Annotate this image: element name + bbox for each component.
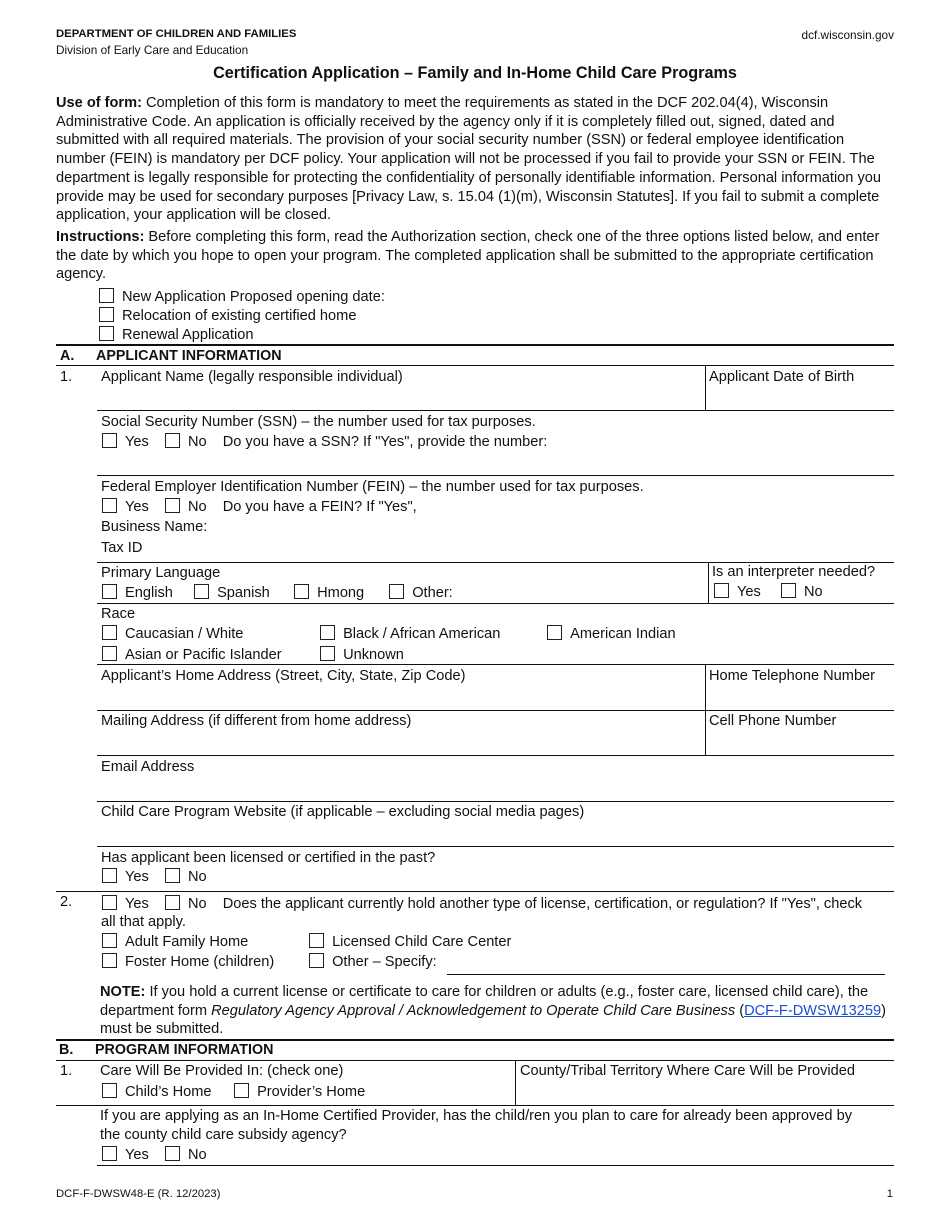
licensed-past-options	[102, 868, 207, 886]
rule-after-ssn	[97, 475, 894, 476]
new-application-label: New Application Proposed opening date:	[122, 289, 385, 305]
rule-after-name	[97, 410, 894, 411]
adult-family-home-label: Adult Family Home	[125, 934, 249, 950]
instructions-paragraph	[56, 228, 896, 284]
black-checkbox[interactable]	[320, 625, 335, 640]
license-types-row-1	[102, 933, 511, 951]
in-home-yes-checkbox[interactable]	[102, 1146, 117, 1161]
note-text-2: department form	[100, 1002, 212, 1019]
section-a-top-rule	[56, 344, 894, 346]
licensed-center-checkbox[interactable]	[309, 933, 324, 948]
other-license-question: Does the applicant currently hold another type of license, certification, or regulation? If "Yes", check	[222, 896, 863, 912]
section-b-top-rule	[56, 1039, 894, 1041]
use-of-form-text: Completion of this form is mandatory to meet the requirements as stated in the DCF 202.04(4), Wisconsin Administrative Code. An application is officially received by the agency only if it is completely filled out, signed, dated and submitted with all required materials. The provision of your social security number (SSN) or federal employee identification number (FEIN) is mandatory per DCF policy. Your application will not be processed if you fail to provide your SSN or FEIN. The department is legally responsible for protecting the confidentiality of personally identifiable information. Personal information you provide may be used for secondary purposes [Privacy Law, s. 15.04 (1)(m), Wisconsin Statutes]. If you fail to submit a complete application, your application will be closed.	[56, 95, 882, 224]
website-url: dcf.wisconsin.gov	[801, 28, 894, 42]
english-checkbox[interactable]	[102, 584, 117, 599]
black-label: Black / African American	[343, 626, 501, 642]
form-link[interactable]: DCF-F-DWSW13259	[744, 1002, 882, 1019]
other-license-yes-checkbox[interactable]	[102, 895, 117, 910]
renewal-checkbox[interactable]	[99, 326, 114, 341]
ssn-no-checkbox[interactable]	[165, 433, 180, 448]
note-paragraph	[100, 983, 895, 1039]
division-name: Division of Early Care and Education	[56, 43, 249, 57]
other-language-label: Other:	[412, 585, 453, 601]
option-relocation	[99, 307, 356, 325]
hmong-label: Hmong	[317, 585, 365, 601]
in-home-no-label: No	[187, 1147, 207, 1163]
instructions-label: Instructions:	[56, 229, 145, 245]
in-home-options	[102, 1146, 207, 1164]
section-b-item-1-number: 1.	[60, 1063, 73, 1079]
asian-checkbox[interactable]	[102, 646, 117, 661]
childs-home-label: Child’s Home	[125, 1084, 212, 1100]
in-home-no-checkbox[interactable]	[165, 1146, 180, 1161]
unknown-race-label: Unknown	[343, 647, 404, 663]
hmong-checkbox[interactable]	[294, 584, 309, 599]
section-b-header-rule	[56, 1060, 894, 1061]
other-language-checkbox[interactable]	[389, 584, 404, 599]
section-a-letter: A.	[60, 348, 75, 364]
applicant-name-label: Applicant Name (legally responsible individual)	[101, 369, 403, 385]
item-2-question-row	[102, 895, 862, 913]
rule-after-mailing	[97, 755, 894, 756]
cell-phone-label: Cell Phone Number	[709, 713, 837, 729]
in-home-question-line-1: If you are applying as an In-Home Certified Provider, has the child/ren you plan to care for already been approved by	[100, 1108, 853, 1124]
section-b-title: PROGRAM INFORMATION	[95, 1042, 274, 1058]
other-license-no-checkbox[interactable]	[165, 895, 180, 910]
ssn-question-row	[102, 433, 547, 451]
race-row-2	[102, 646, 404, 664]
other-license-label: Other – Specify:	[332, 954, 437, 970]
use-of-form-paragraph	[56, 94, 896, 225]
option-renewal	[99, 326, 253, 344]
care-location-options	[102, 1083, 365, 1101]
section-a-title: APPLICANT INFORMATION	[96, 348, 282, 364]
note-text-1: If you hold a current license or certificate to care for children or adults (e.g., foster care, licensed child care), the	[145, 984, 869, 1000]
use-of-form-label: Use of form:	[56, 95, 142, 111]
rule-after-race	[97, 664, 894, 665]
note-paren-close: )	[881, 1002, 886, 1019]
rule-after-email	[97, 801, 894, 802]
american-indian-checkbox[interactable]	[547, 625, 562, 640]
licensed-center-label: Licensed Child Care Center	[332, 934, 512, 950]
language-options-row	[102, 584, 453, 602]
other-specify-line[interactable]	[447, 974, 885, 975]
ssn-question: Do you have a SSN? If "Yes", provide the number:	[222, 434, 548, 450]
fein-no-checkbox[interactable]	[165, 498, 180, 513]
fein-label: Federal Employer Identification Number (FEIN) – the number used for tax purposes.	[101, 479, 644, 495]
rule-after-language	[97, 603, 894, 604]
other-license-checkbox[interactable]	[309, 953, 324, 968]
ssn-label: Social Security Number (SSN) – the number used for tax purposes.	[101, 414, 536, 430]
applicant-dob-label: Applicant Date of Birth	[709, 369, 855, 385]
name-dob-divider	[705, 365, 706, 410]
rule-after-home-address	[97, 710, 894, 711]
section-a-header-rule	[56, 365, 894, 366]
other-license-yes-label: Yes	[125, 896, 149, 912]
fein-no-label: No	[187, 499, 207, 515]
interpreter-yes-checkbox[interactable]	[714, 583, 729, 598]
rule-after-fein	[97, 562, 894, 563]
care-county-divider	[515, 1060, 516, 1105]
item-2-number: 2.	[60, 894, 73, 910]
asian-label: Asian or Pacific Islander	[125, 647, 282, 663]
license-types-row-2	[102, 953, 437, 971]
instructions-text: Before completing this form, read the Authorization section, check one of the three options listed below, and enter the date by which you hope to open your program. The completed application shall be submitted to the appropriate certification agency.	[56, 229, 880, 283]
interpreter-options-row	[714, 583, 823, 601]
in-home-yes-label: Yes	[125, 1147, 149, 1163]
licensed-past-yes-label: Yes	[125, 869, 149, 885]
in-home-question-line-2: the county child care subsidy agency?	[100, 1127, 347, 1143]
licensed-past-no-checkbox[interactable]	[165, 868, 180, 883]
ssn-yes-label: Yes	[125, 434, 149, 450]
spanish-checkbox[interactable]	[194, 584, 209, 599]
rule-after-website	[97, 846, 894, 847]
english-label: English	[125, 585, 173, 601]
primary-language-label: Primary Language	[101, 565, 221, 581]
unknown-race-checkbox[interactable]	[320, 646, 335, 661]
mailing-address-label: Mailing Address (if different from home address)	[101, 713, 412, 729]
other-license-question-cont: all that apply.	[101, 914, 186, 930]
relocation-label: Relocation of existing certified home	[122, 308, 357, 324]
fein-yes-label: Yes	[125, 499, 149, 515]
race-label: Race	[101, 606, 136, 622]
spanish-label: Spanish	[217, 585, 270, 601]
adult-family-home-checkbox[interactable]	[102, 933, 117, 948]
licensed-past-yes-checkbox[interactable]	[102, 868, 117, 883]
language-interpreter-divider	[708, 562, 709, 603]
providers-home-label: Provider’s Home	[257, 1084, 366, 1100]
section-b-letter: B.	[59, 1042, 74, 1058]
item-1-number: 1.	[60, 369, 73, 385]
interpreter-yes-label: Yes	[737, 584, 761, 600]
note-text-3: must be submitted.	[100, 1021, 224, 1038]
rule-after-in-home	[97, 1165, 894, 1166]
licensed-past-label: Has applicant been licensed or certified in the past?	[101, 850, 436, 866]
childs-home-checkbox[interactable]	[102, 1083, 117, 1098]
rule-after-care-location	[56, 1105, 894, 1106]
page-number: 1	[886, 1188, 893, 1200]
foster-home-checkbox[interactable]	[102, 953, 117, 968]
renewal-label: Renewal Application	[122, 327, 254, 343]
american-indian-label: American Indian	[570, 626, 676, 642]
business-name-label: Business Name:	[101, 519, 208, 535]
form-id: DCF-F-DWSW48-E (R. 12/2023)	[56, 1188, 221, 1200]
other-license-no-label: No	[187, 896, 207, 912]
note-label: NOTE:	[100, 984, 146, 1000]
option-new-application	[99, 288, 385, 306]
department-name: DEPARTMENT OF CHILDREN AND FAMILIES	[56, 28, 297, 40]
county-label: County/Tribal Territory Where Care Will be Provided	[520, 1063, 855, 1079]
home-address-label: Applicant’s Home Address (Street, City, State, Zip Code)	[101, 668, 466, 684]
caucasian-label: Caucasian / White	[125, 626, 244, 642]
interpreter-question: Is an interpreter needed?	[712, 564, 876, 580]
form-title: Certification Application – Family and In-Home Child Care Programs	[213, 64, 737, 82]
interpreter-no-label: No	[803, 584, 823, 600]
fein-yes-checkbox[interactable]	[102, 498, 117, 513]
ssn-yes-checkbox[interactable]	[102, 433, 117, 448]
providers-home-checkbox[interactable]	[234, 1083, 249, 1098]
relocation-checkbox[interactable]	[99, 307, 114, 322]
tax-id-label: Tax ID	[101, 540, 143, 556]
home-phone-label: Home Telephone Number	[709, 668, 876, 684]
foster-home-label: Foster Home (children)	[125, 954, 275, 970]
interpreter-no-checkbox[interactable]	[781, 583, 796, 598]
new-application-checkbox[interactable]	[99, 288, 114, 303]
licensed-past-no-label: No	[187, 869, 207, 885]
race-row-1	[102, 625, 676, 643]
care-location-label: Care Will Be Provided In: (check one)	[100, 1063, 344, 1079]
fein-question: Do you have a FEIN? If "Yes",	[222, 499, 417, 515]
fein-question-row	[102, 498, 417, 516]
email-label: Email Address	[101, 759, 195, 775]
note-form-title: Regulatory Agency Approval / Acknowledgement to Operate Child Care Business	[211, 1002, 736, 1019]
rule-before-item-2	[56, 891, 894, 892]
website-label: Child Care Program Website (if applicable – excluding social media pages)	[101, 804, 585, 820]
note-paren-open: (	[735, 1002, 745, 1019]
caucasian-checkbox[interactable]	[102, 625, 117, 640]
ssn-no-label: No	[187, 434, 207, 450]
